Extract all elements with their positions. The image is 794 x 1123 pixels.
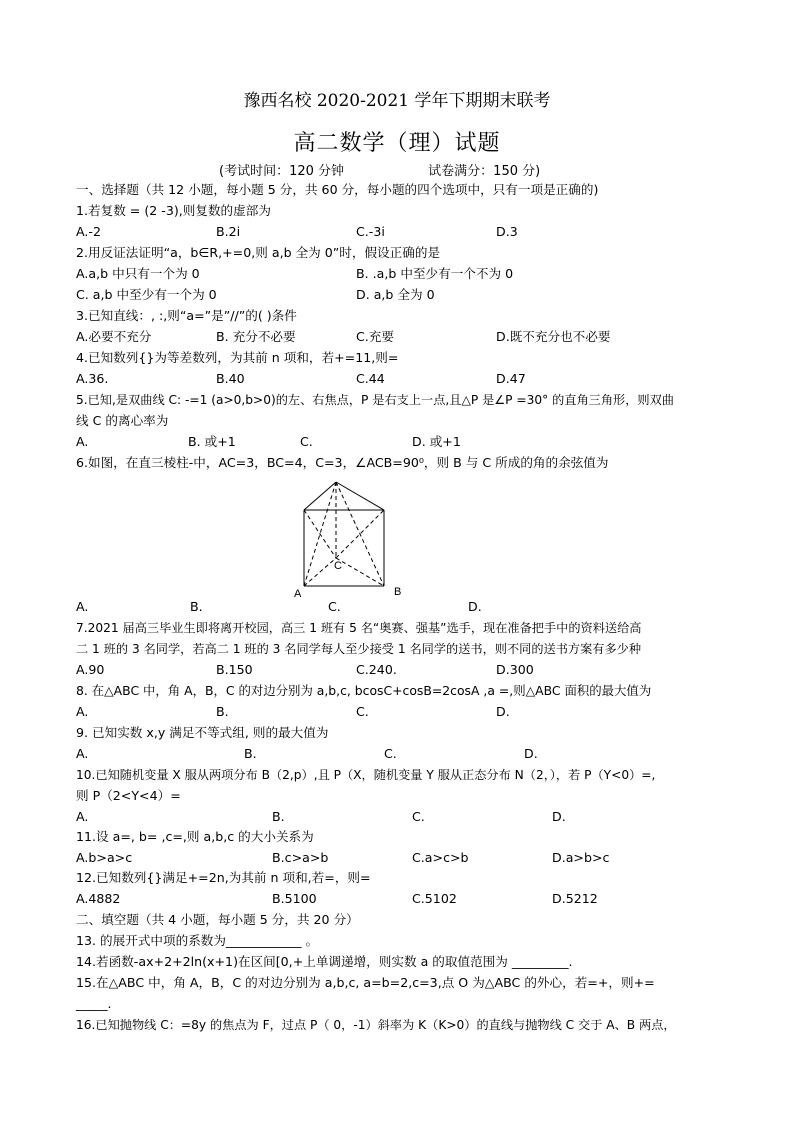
- q14-stem: 14.若函数-ax+2+2ln(x+1)在区间[0,+上单调递增，则实数 a 的取值范围为 _________.: [76, 954, 573, 969]
- q4-option-b: B.40: [216, 371, 245, 386]
- q15-stem-line1: 15.在△ABC 中，角 A，B，C 的对边分别为 a,b,c, a=b=2,c=3,点 O 为△ABC 的外心，若=+，则+=: [76, 975, 655, 990]
- q4-option-c: C.44: [356, 371, 385, 386]
- q9-stem: 9. 已知实数 x,y 满足不等式组, 则的最大值为: [76, 725, 329, 740]
- q2-option-b: B. .a,b 中至少有一个不为 0: [356, 266, 514, 281]
- q10-option-a: A.: [76, 809, 89, 824]
- q11-option-d: D.a>b>c: [552, 850, 610, 865]
- q12-stem: 12.已知数列{}满足+=2n,为其前 n 项和,若=，则=: [76, 870, 371, 885]
- q3-stem: 3.已知直线：, :,则“a=”是”//”的( )条件: [76, 308, 297, 323]
- q11-stem: 11.设 a=, b= ,c=,则 a,b,c 的大小关系为: [76, 829, 314, 844]
- q8-option-b: B.: [216, 704, 229, 719]
- q4-stem: 4.已知数列{}为等差数列，为其前 n 项和，若+=11,则=: [76, 350, 399, 365]
- q2-option-d: D. a,b 全为 0: [356, 287, 435, 302]
- q13-stem: 13. 的展开式中项的系数为____________ 。: [76, 933, 319, 948]
- q16-stem: 16.已知抛物线 C：=8y 的焦点为 F，过点 P（ 0，-1）斜率为 K（K>0）的直线与抛物线 C 交于 A、B 两点，: [76, 1018, 676, 1032]
- q5-stem-line2: 线 C 的离心率为: [76, 413, 169, 428]
- q11-option-a: A.b>a>c: [76, 850, 133, 865]
- exam-info: [219, 160, 620, 179]
- q8-option-a: A.: [76, 704, 89, 719]
- q5-option-b: B. 或+1: [188, 434, 236, 449]
- exam-score: 试卷满分：150 分): [428, 164, 541, 179]
- q12-option-c: C.5102: [412, 891, 457, 906]
- q6-option-b: B.: [190, 599, 203, 614]
- vertex-a-label: A: [294, 588, 302, 600]
- q10-option-c: C.: [412, 809, 425, 824]
- exam-time: (考试时间：120 分钟: [219, 164, 345, 179]
- prism-diagram: [292, 476, 412, 604]
- q2-stem: 2.用反证法证明“a，b∈R,+=0,则 a,b 全为 0”时，假设正确的是: [76, 245, 441, 260]
- q3-option-d: D.既不充分也不必要: [496, 329, 611, 344]
- q7-option-c: C.240.: [356, 662, 397, 677]
- q3-option-b: B. 充分不必要: [216, 329, 296, 344]
- q3-option-c: C.充要: [356, 329, 394, 344]
- q10-stem-line2: 则 P（2<Y<4）=: [76, 788, 181, 803]
- vertex-b-label: B: [394, 586, 402, 598]
- q6-option-a: A.: [76, 599, 89, 614]
- q2-option-c: C. a,b 中至少有一个为 0: [76, 287, 217, 302]
- q5-stem-line1: 5.已知,是双曲线 C: -=1 (a>0,b>0)的左、右焦点，P 是右支上一点,且△P 是∠P =30° 的直角三角形，则双曲: [76, 393, 674, 407]
- q12-option-b: B.5100: [272, 891, 317, 906]
- q10-stem-line1: 10.已知随机变量 X 服从两项分布 B（2,p）,且 P（X，随机变量 Y 服从正态分布 N（2，），若 P（Y<0）=,: [76, 768, 656, 782]
- q15-stem-line2: _____.: [76, 996, 112, 1011]
- section-1-heading: 一、选择题（共 12 小题，每小题 5 分，共 60 分，每小题的四个选项中，只有一项是正确的): [76, 182, 599, 197]
- exam-header-title: 豫西名校 2020-2021 学年下期期末联考: [243, 91, 551, 111]
- q1-option-b: B.2i: [216, 224, 241, 239]
- exam-subject-title: 高二数学（理）试题: [293, 131, 501, 156]
- q4-option-a: A.36.: [76, 371, 109, 386]
- q10-option-b: B.: [272, 809, 285, 824]
- q5-option-d: D. 或+1: [412, 434, 461, 449]
- q2-option-a: A.a,b 中只有一个为 0: [76, 266, 200, 281]
- q9-option-b: B.: [244, 746, 257, 761]
- q7-option-b: B.150: [216, 662, 253, 677]
- q9-option-c: C.: [384, 746, 397, 761]
- q12-option-a: A.4882: [76, 891, 121, 906]
- q1-stem: 1.若复数 = (2 -3),则复数的虚部为: [76, 203, 271, 218]
- q7-option-a: A.90: [76, 662, 105, 677]
- q6-option-c: C.: [328, 599, 341, 614]
- vertex-c-label: C: [334, 560, 342, 572]
- q8-option-c: C.: [356, 704, 369, 719]
- section-2-heading: 二、填空题（共 4 小题，每小题 5 分，共 20 分）: [76, 912, 359, 927]
- q6-stem: 6.如图，在直三棱柱-中，AC=3，BC=4，C=3，∠ACB=90⁰，则 B 与 C 所成的角的余弦值为: [76, 455, 609, 470]
- triangular-prism-figure: [292, 476, 412, 604]
- q9-option-a: A.: [76, 746, 89, 761]
- q3-option-a: A.必要不充分: [76, 329, 152, 344]
- q1-option-c: C.-3i: [356, 224, 385, 239]
- q7-option-d: D.300: [496, 662, 534, 677]
- q5-option-a: A.: [76, 434, 89, 449]
- q9-option-d: D.: [524, 746, 538, 761]
- q8-stem: 8. 在△ABC 中，角 A，B，C 的对边分别为 a,b,c, bcosC+cosB=2cosA ,a =,则△ABC 面积的最大值为: [76, 683, 652, 698]
- q5-option-c: C.: [300, 434, 313, 449]
- q11-option-c: C.a>c>b: [412, 850, 469, 865]
- q8-option-d: D.: [496, 704, 510, 719]
- q10-option-d: D.: [552, 809, 566, 824]
- q6-option-d: D.: [468, 599, 482, 614]
- q11-option-b: B.c>a>b: [272, 850, 329, 865]
- q4-option-d: D.47: [496, 371, 526, 386]
- q1-option-a: A.-2: [76, 224, 101, 239]
- q7-stem-line1: 7.2021 届高三毕业生即将离开校园，高三 1 班有 5 名“奥赛、强基”选手，现在准备把手中的资料送给高: [76, 621, 642, 635]
- q12-option-d: D.5212: [552, 891, 598, 906]
- q1-option-d: D.3: [496, 224, 518, 239]
- q7-stem-line2: 二 1 班的 3 名同学，若高二 1 班的 3 名同学每人至少接受 1 名同学的送书，则不同的送书方案有多少种: [76, 642, 642, 656]
